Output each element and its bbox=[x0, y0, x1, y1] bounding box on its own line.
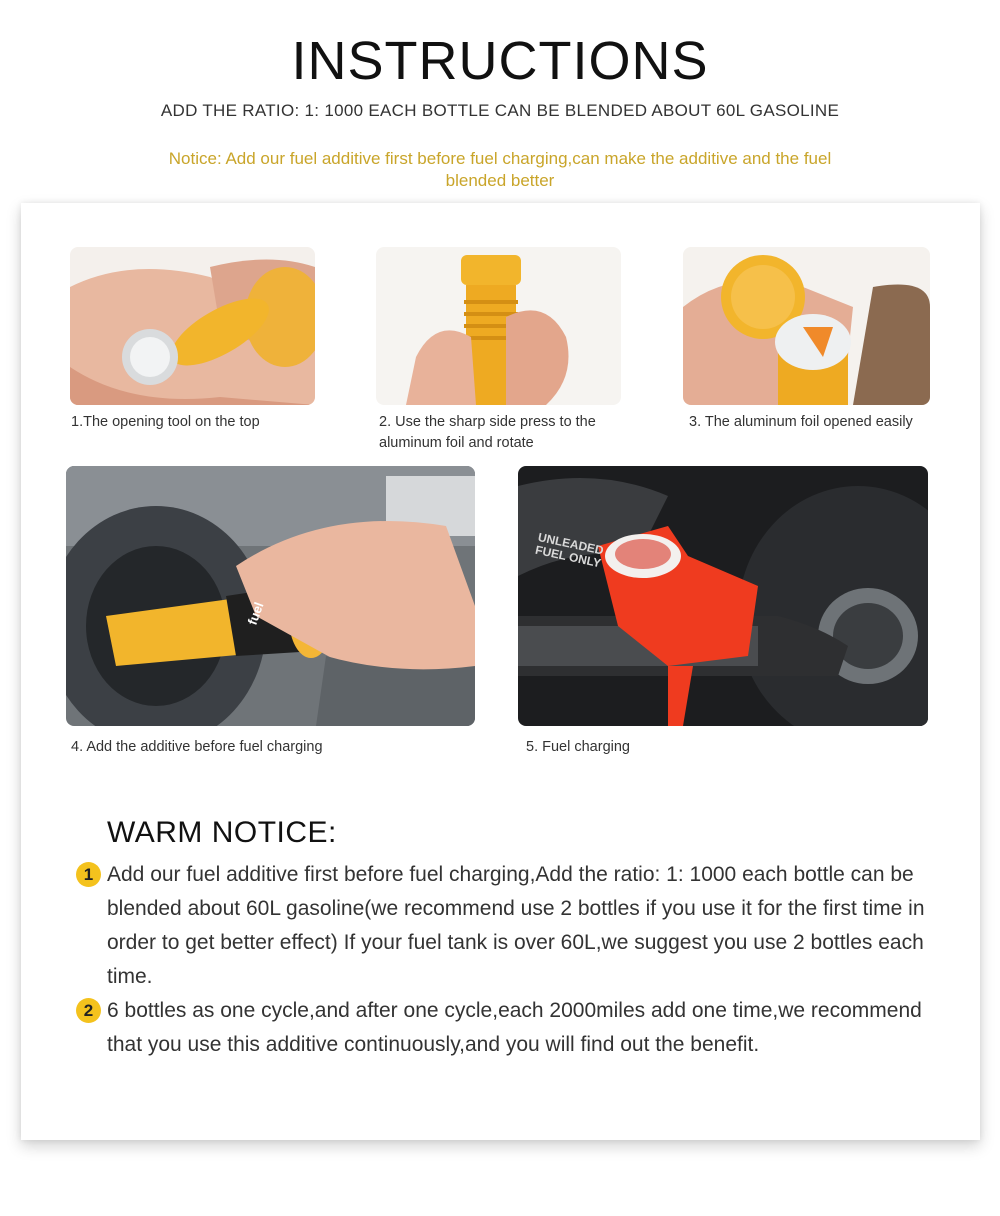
notice-item-text: 6 bottles as one cycle,and after one cycle,each 2000miles add one time,we recommend that you use this additive continuously,and you will find out the benefit. bbox=[107, 999, 922, 1056]
notice-item-1 bbox=[76, 858, 936, 998]
step-2-caption: 2. Use the sharp side press to the aluminum foil and rotate bbox=[379, 414, 596, 451]
pump-label: UNLEADED FUEL ONLY bbox=[534, 530, 605, 571]
step-1-caption: 1.The opening tool on the top bbox=[71, 414, 260, 430]
number-badge: 1 bbox=[76, 862, 101, 887]
bottle-label: fuel bbox=[244, 600, 267, 627]
warm-notice-title: WARM NOTICE: bbox=[107, 816, 337, 849]
step-5-photo bbox=[518, 466, 928, 726]
step-3-photo bbox=[683, 247, 930, 405]
step-5-caption: 5. Fuel charging bbox=[526, 739, 630, 755]
number-badge: 2 bbox=[76, 998, 101, 1023]
step-1-photo bbox=[70, 247, 315, 405]
step-4-caption: 4. Add the additive before fuel charging bbox=[71, 739, 323, 755]
notice-text: Notice: Add our fuel additive first before fuel charging,can make the additive and the fuel blended better bbox=[168, 149, 832, 190]
notice-item-text: Add our fuel additive first before fuel charging,Add the ratio: 1: 1000 each bottle can be blended about 60L gasoline(we recommend use 2 bottles if you use it for the first time in order to get better effect) If your fuel tank is over 60L,we suggest you use 2 bottles each time. bbox=[107, 863, 925, 988]
page-title: INSTRUCTIONS bbox=[291, 31, 709, 91]
step-3-caption: 3. The aluminum foil opened easily bbox=[689, 414, 913, 430]
notice-item-2 bbox=[76, 994, 936, 1104]
step-4-photo bbox=[66, 466, 475, 726]
step-2-photo bbox=[376, 247, 621, 405]
ratio-subtitle: ADD THE RATIO: 1: 1000 EACH BOTTLE CAN BE BLENDED ABOUT 60L GASOLINE bbox=[160, 101, 840, 120]
